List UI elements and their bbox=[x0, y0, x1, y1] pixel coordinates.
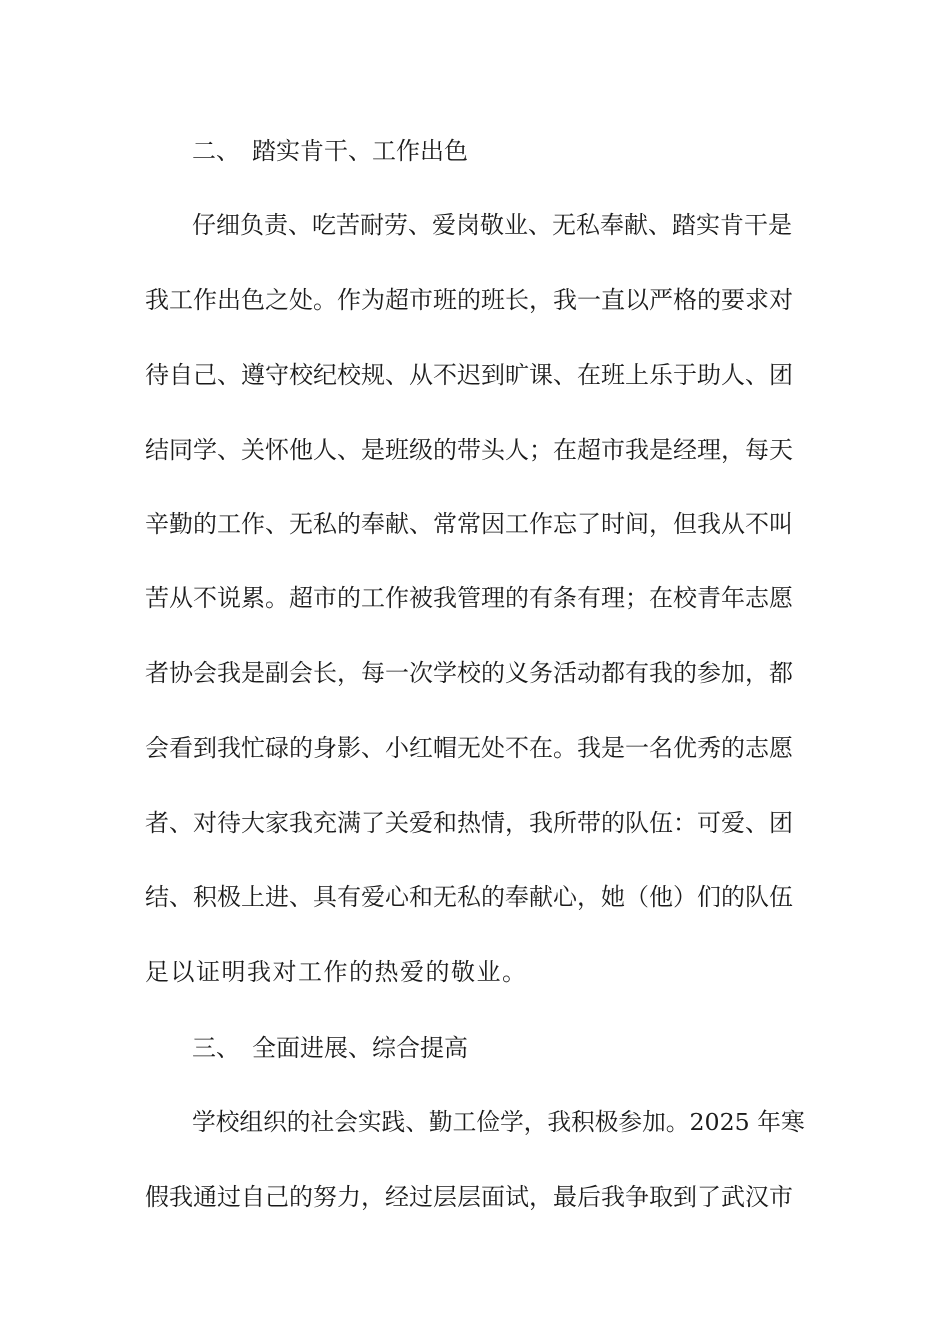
paragraph-line: 假我通过自己的努力，经过层层面试，最后我争取到了武汉市 bbox=[145, 1183, 793, 1211]
section-heading-3 bbox=[192, 1033, 468, 1063]
paragraph-line: 结同学、关怀他人、是班级的带头人；在超市我是经理，每天 bbox=[145, 436, 793, 464]
paragraph-line: 者协会我是副会长，每一次学校的义务活动都有我的参加，都 bbox=[145, 659, 793, 687]
paragraph-line: 仔细负责、吃苦耐劳、爱岗敬业、无私奉献、踏实肯干是 bbox=[192, 211, 792, 239]
paragraph-line: 者、对待大家我充满了关爱和热情，我所带的队伍：可爱、团 bbox=[145, 809, 793, 837]
section-number: 三、 bbox=[192, 1034, 240, 1062]
paragraph-line: 待自己、遵守校纪校规、从不迟到旷课、在班上乐于助人、团 bbox=[145, 361, 793, 389]
paragraph-line: 辛勤的工作、无私的奉献、常常因工作忘了时间，但我从不叫 bbox=[145, 510, 793, 538]
paragraph-line: 会看到我忙碌的身影、小红帽无处不在。我是一名优秀的志愿 bbox=[145, 734, 793, 762]
section-title: 踏实肯干、工作出色 bbox=[252, 137, 468, 165]
section-heading-2 bbox=[192, 136, 468, 166]
section-title: 全面进展、综合提高 bbox=[252, 1034, 468, 1062]
paragraph-line: 苦从不说累。超市的工作被我管理的有条有理；在校青年志愿 bbox=[145, 584, 793, 612]
paragraph-line: 我工作出色之处。作为超市班的班长，我一直以严格的要求对 bbox=[145, 286, 793, 314]
paragraph-line: 结、积极上进、具有爱心和无私的奉献心，她（他）们的队伍 bbox=[145, 883, 793, 911]
paragraph-line: 学校组织的社会实践、勤工俭学，我积极参加。2025 年寒 bbox=[192, 1108, 805, 1136]
section-number: 二、 bbox=[192, 137, 240, 165]
paragraph-line: 足以证明我对工作的热爱的敬业。 bbox=[145, 958, 528, 986]
